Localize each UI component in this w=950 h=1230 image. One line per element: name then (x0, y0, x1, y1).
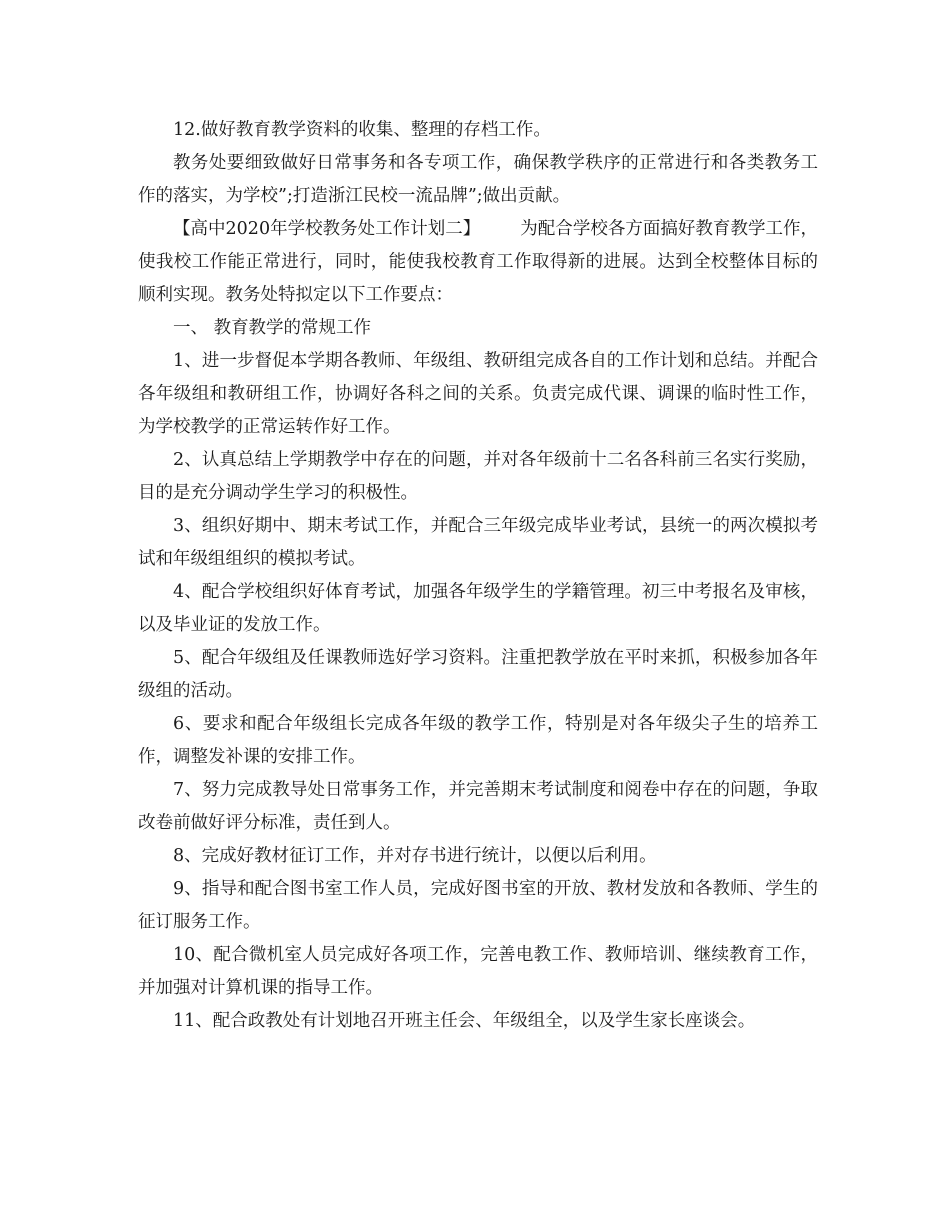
paragraph-plan-two (138, 213, 818, 312)
plan-intro-text: 为配合学校各方面搞好教育教学工作，使我校工作能正常进行，同时，能使我校教育工作取得新的进展。达到全校整体目标的顺利实现。教务处特拟定以下工作要点： (138, 219, 818, 305)
paragraph-point-8: 8、完成好教材征订工作，并对存书进行统计，以便以后利用。 (173, 846, 657, 866)
paragraph-point-10: 10、配合微机室人员完成好各项工作，完善电教工作、教师培训、继续教育工作，并加强对计算机课的指导工作。 (138, 945, 818, 998)
paragraph-item-12: 12.做好教育教学资料的收集、整理的存档工作。 (173, 120, 551, 140)
paragraph-point-6: 6、要求和配合年级组长完成各年级的教学工作，特别是对各年级尖子生的培养工作，调整发补课的安排工作。 (138, 714, 818, 767)
paragraph-point-3: 3、组织好期中、期末考试工作，并配合三年级完成毕业考试，县统一的两次模拟考试和年级组组织的模拟考试。 (138, 516, 818, 569)
paragraph-point-9: 9、指导和配合图书室工作人员，完成好图书室的开放、教材发放和各教师、学生的征订服务工作。 (138, 879, 818, 932)
paragraph-point-4: 4、配合学校组织好体育考试，加强各年级学生的学籍管理。初三中考报名及审核，以及毕业证的发放工作。 (138, 582, 818, 635)
paragraph-point-7: 7、努力完成教导处日常事务工作，并完善期末考试制度和阅卷中存在的问题，争取改卷前做好评分标准，责任到人。 (138, 780, 818, 833)
section-heading: 【高中2020年学校教务处工作计划二】 (173, 219, 481, 239)
paragraph-subheading: 一、 教育教学的常规工作 (173, 318, 372, 338)
paragraph-summary: 教务处要细致做好日常事务和各专项工作，确保教学秩序的正常进行和各类教务工作的落实，为学校”;打造浙江民校一流品牌”;做出贡献。 (138, 153, 818, 206)
paragraph-point-2: 2、认真总结上学期教学中存在的问题，并对各年级前十二名各科前三名实行奖励，目的是充分调动学生学习的积极性。 (138, 450, 818, 503)
paragraph-point-11: 11、配合政教处有计划地召开班主任会、年级组全，以及学生家长座谈会。 (173, 1011, 756, 1031)
document-body (138, 114, 818, 1038)
paragraph-point-5: 5、配合年级组及任课教师选好学习资料。注重把教学放在平时来抓，积极参加各年级组的活动。 (138, 648, 818, 701)
paragraph-point-1: 1、进一步督促本学期各教师、年级组、教研组完成各自的工作计划和总结。并配合各年级组和教研组工作，协调好各科之间的关系。负责完成代课、调课的临时性工作，为学校教学的正常运转作好工作。 (138, 351, 818, 437)
